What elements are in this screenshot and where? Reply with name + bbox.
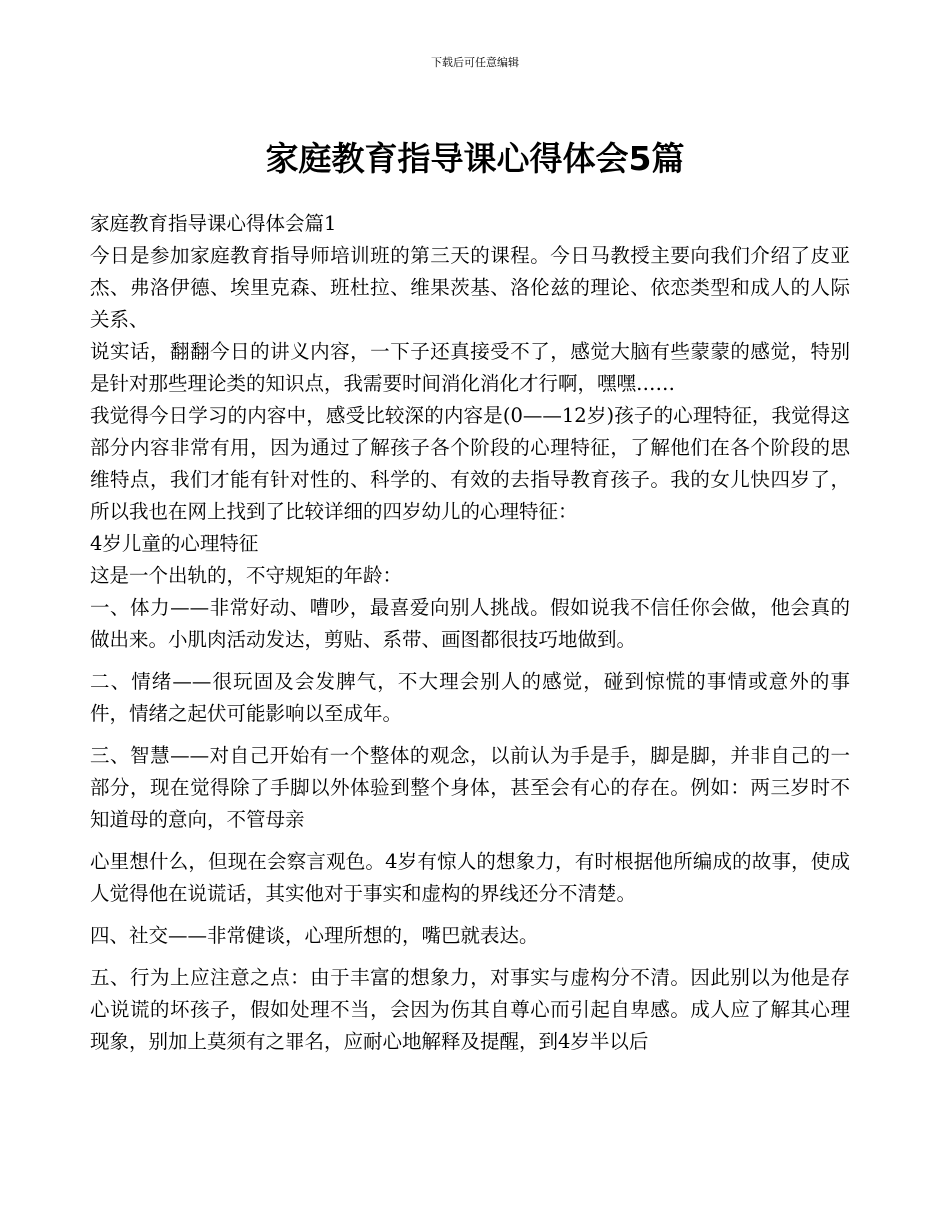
paragraph: 今日是参加家庭教育指导师培训班的第三天的课程。今日马教授主要向我们介绍了皮亚杰、弗洛伊德、埃里克森、班杜拉、维果茨基、洛伦兹的理论、依恋类型和成人的人际关系、 — [90, 244, 850, 331]
paragraph: 四、社交——非常健谈，心理所想的，嘴巴就表达。 — [90, 924, 539, 947]
subheading: 4岁儿童的心理特征 — [90, 532, 259, 555]
section-heading: 家庭教育指导课心得体会篇1 — [90, 212, 337, 235]
page-header-note: 下载后可任意编辑 — [431, 56, 519, 69]
paragraph: 二、情绪——很玩固及会发脾气，不大理会别人的感觉，碰到惊慌的事情或意外的事件，情绪之起伏可能影响以至成年。 — [90, 670, 850, 725]
paragraph: 一、体力——非常好动、嘈吵，最喜爱向别人挑战。假如说我不信任你会做，他会真的做出来。小肌肉活动发达，剪贴、系带、画图都很技巧地做到。 — [90, 596, 850, 651]
document-title: 家庭教育指导课心得体会5篇 — [265, 139, 685, 178]
paragraph: 心里想什么，但现在会察言观色。4岁有惊人的想象力，有时根据他所编成的故事，使成人觉得他在说谎话，其实他对于事实和虚构的界线还分不清楚。 — [90, 850, 850, 905]
document-body — [90, 208, 850, 1058]
paragraph: 五、行为上应注意之点：由于丰富的想象力，对事实与虚构分不清。因此别以为他是存心说谎的坏孩子，假如处理不当，会因为伤其自尊心而引起自卑感。成人应了解其心理现象，别加上莫须有之罪名，应耐心地解释及提醒，到4岁半以后 — [90, 966, 850, 1053]
paragraph: 说实话，翻翻今日的讲义内容，一下子还真接受不了，感觉大脑有些蒙蒙的感觉，特别是针对那些理论类的知识点，我需要时间消化消化才行啊，嘿嘿…… — [90, 340, 850, 395]
paragraph: 我觉得今日学习的内容中，感受比较深的内容是(0——12岁)孩子的心理特征，我觉得这部分内容非常有用，因为通过了解孩子各个阶段的心理特征，了解他们在各个阶段的思维特点，我们才能有针对性的、科学的、有效的去指导教育孩子。我的女儿快四岁了，所以我也在网上找到了比较详细的四岁幼儿的心理特征： — [90, 404, 850, 523]
paragraph: 三、智慧——对自己开始有一个整体的观念，以前认为手是手，脚是脚，并非自己的一部分，现在觉得除了手脚以外体验到整个身体，甚至会有心的存在。例如：两三岁时不知道母的意向，不管母亲 — [90, 744, 850, 831]
paragraph: 这是一个出轨的，不守规矩的年龄： — [90, 564, 403, 587]
